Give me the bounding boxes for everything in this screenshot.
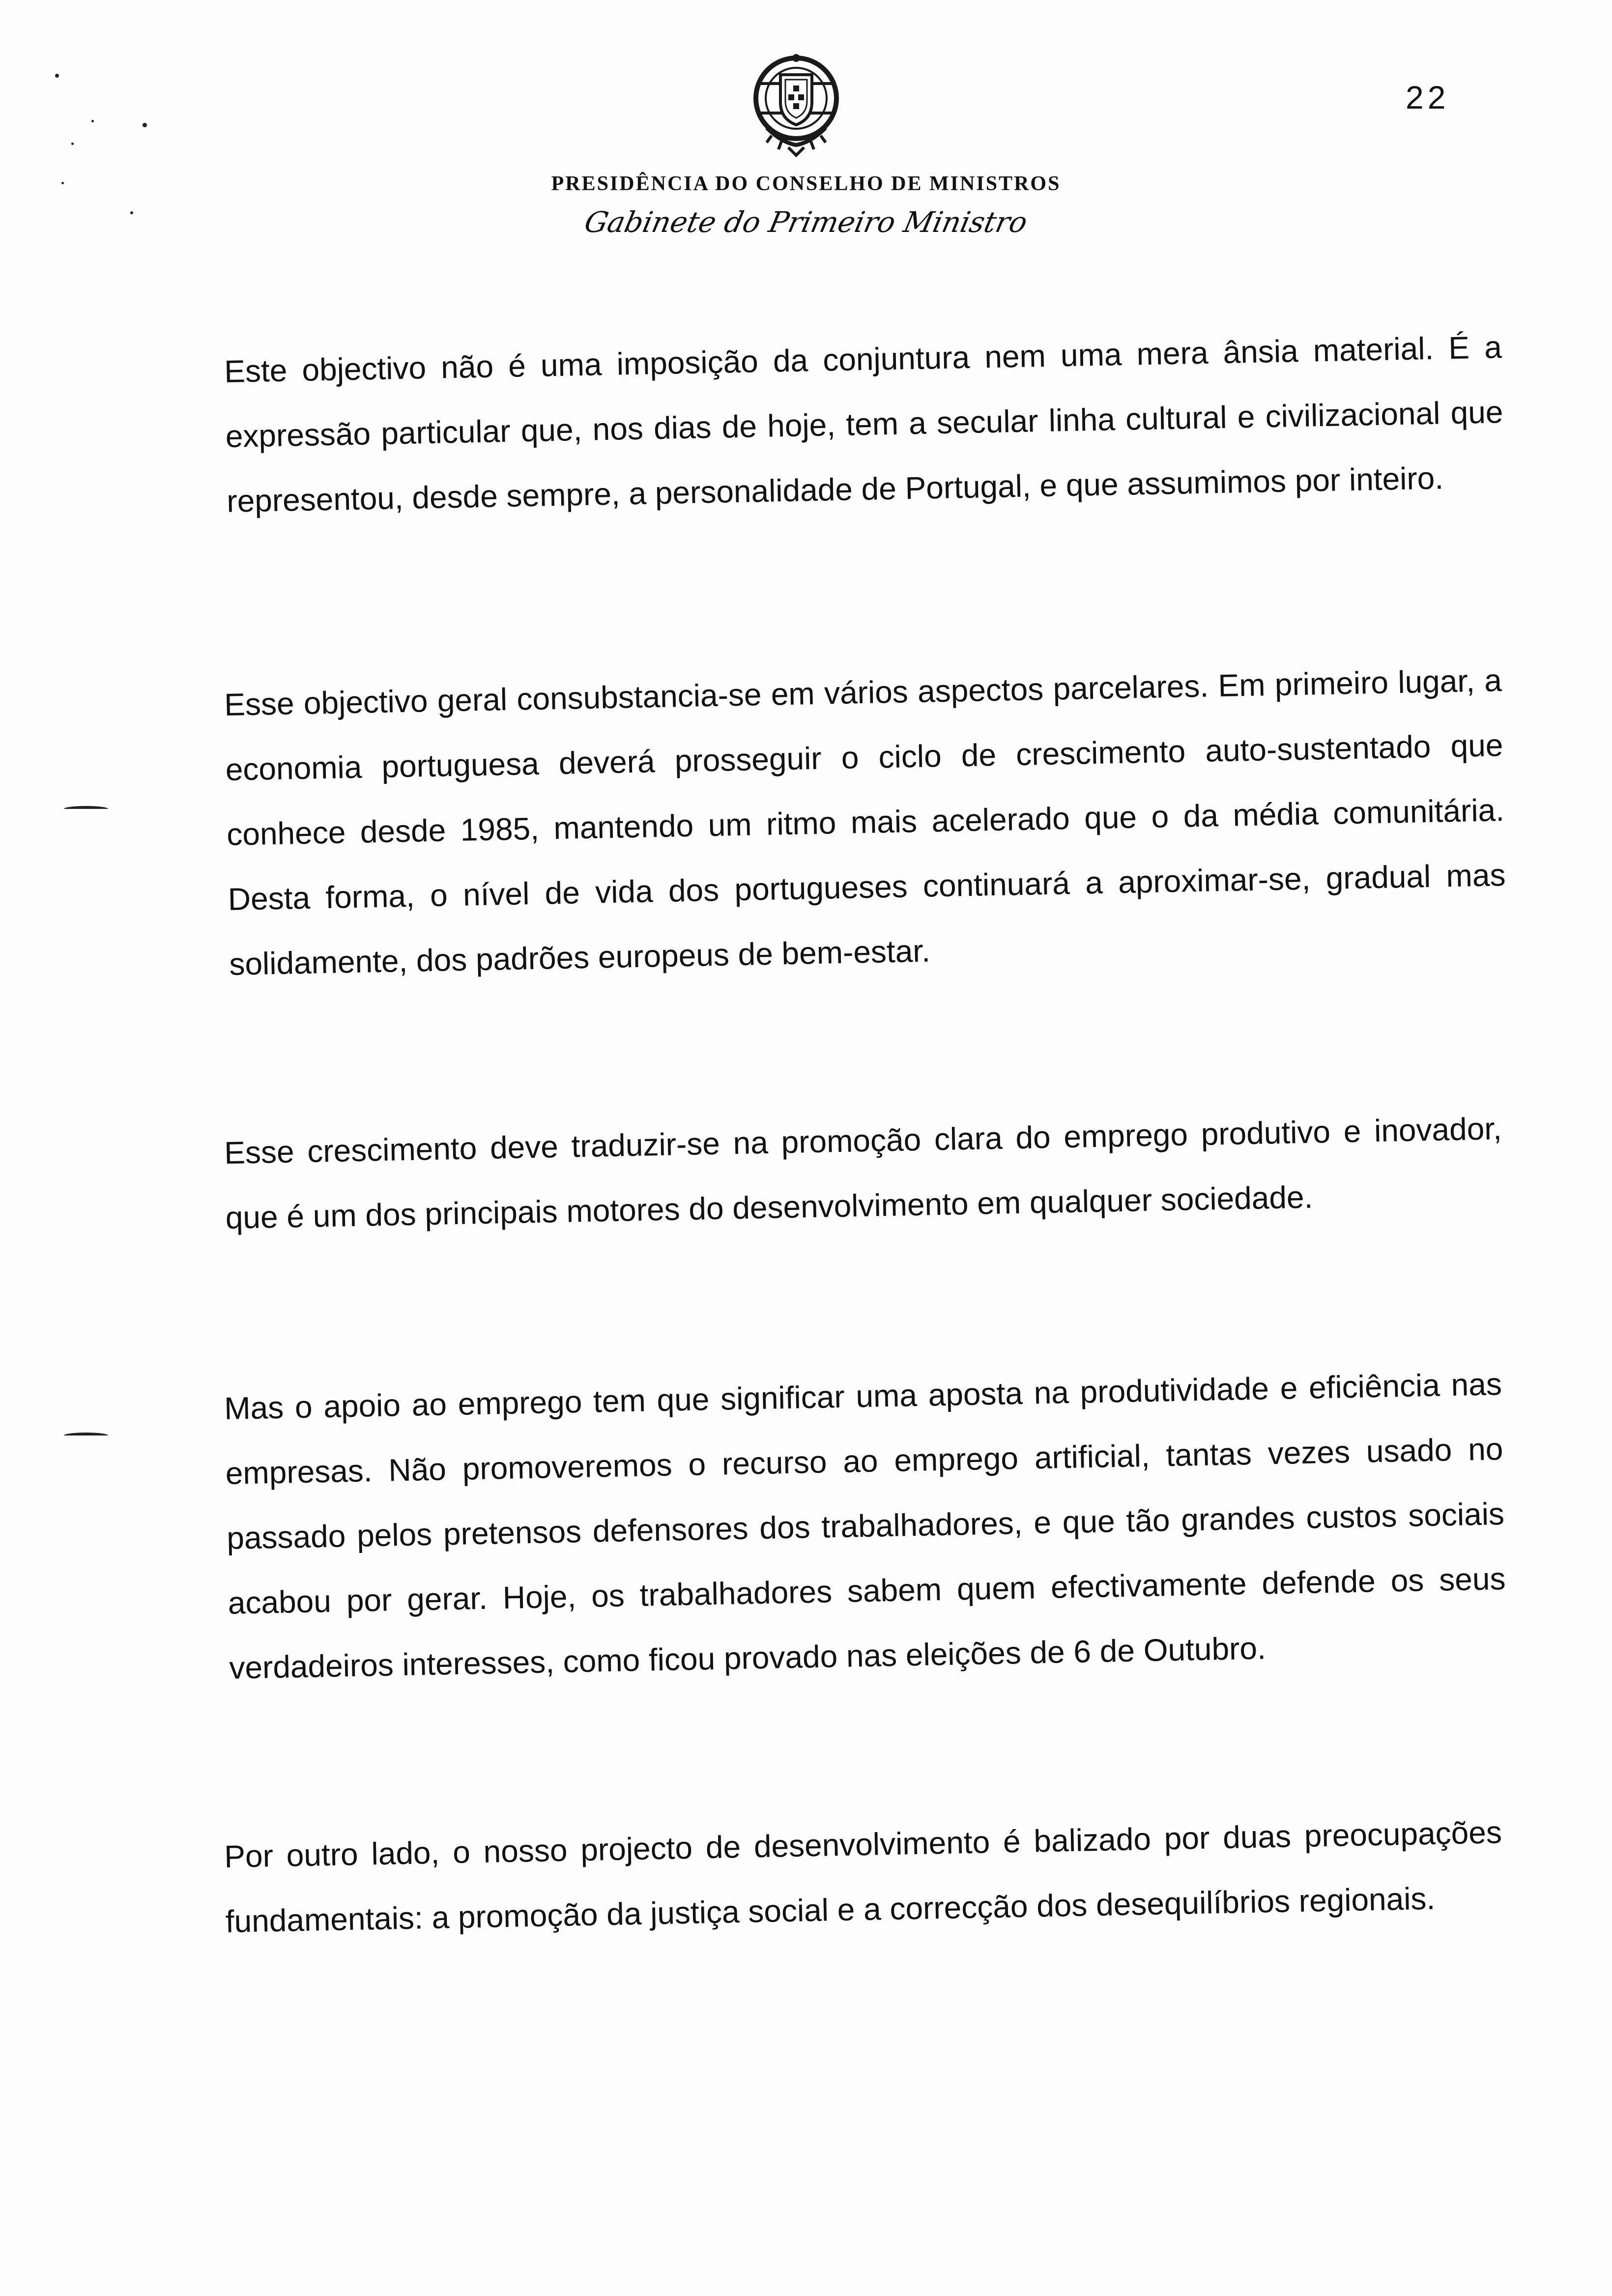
scan-speck (71, 143, 74, 145)
paragraph-3: Esse crescimento deve traduzir-se na promoção clara do emprego produtivo e inovador, que é um dos principais motores do desenvolvimento em qualquer sociedade. (224, 1111, 1502, 1235)
institution-heading: PRESIDÊNCIA DO CONSELHO DE MINISTROS (551, 172, 1061, 195)
scan-speck (130, 211, 133, 214)
scan-mark (64, 806, 108, 812)
scan-speck (61, 182, 64, 184)
coat-of-arms-emblem (737, 44, 855, 162)
scan-speck (55, 74, 59, 78)
paragraph-5: Por outro lado, o nosso projecto de desenvolvimento é balizado por duas preocupações fundamentais: a promoção da justiça social e a correcção dos desequilíbrios regionais. (224, 1814, 1502, 1939)
page-number: 22 (1406, 79, 1450, 115)
office-subheading: Gabinete do Primeiro Ministro (581, 205, 1031, 239)
paragraph-1: Este objectivo não é uma imposição da conjuntura nem uma mera ânsia material. É a expressão particular que, nos dias de hoje, tem a secular linha cultural e civilizacional que representou, desde sempre, a personalidade de Portugal, e que assumimos por inteiro. (224, 329, 1504, 519)
scan-speck (91, 120, 94, 122)
scan-speck (143, 123, 147, 127)
paragraph-2: Esse objectivo geral consubstancia-se em vários aspectos parcelares. Em primeiro lugar, a economia portuguesa deverá prosseguir o ciclo de crescimento auto-sustentado que conhece desde 1985, mantendo um ritmo mais acelerado que o da média comunitária. Desta forma, o nível de vida dos portugueses continuará a aproximar-se, gradual mas solidamente, dos padrões europeus de bem-estar. (224, 662, 1506, 982)
scan-mark (64, 1433, 108, 1438)
paragraph-4: Mas o apoio ao emprego tem que significar uma aposta na produtividade e eficiência nas empresas. Não promoveremos o recurso ao emprego artificial, tantas vezes usado no passado pelos pretensos defensores dos trabalhadores, e que tão grandes custos sociais acabou por gerar. Hoje, os trabalhadores sabem quem efectivamente defende os seus verdadeiros interesses, como ficou provado nas eleições de 6 de Outubro. (224, 1366, 1506, 1686)
